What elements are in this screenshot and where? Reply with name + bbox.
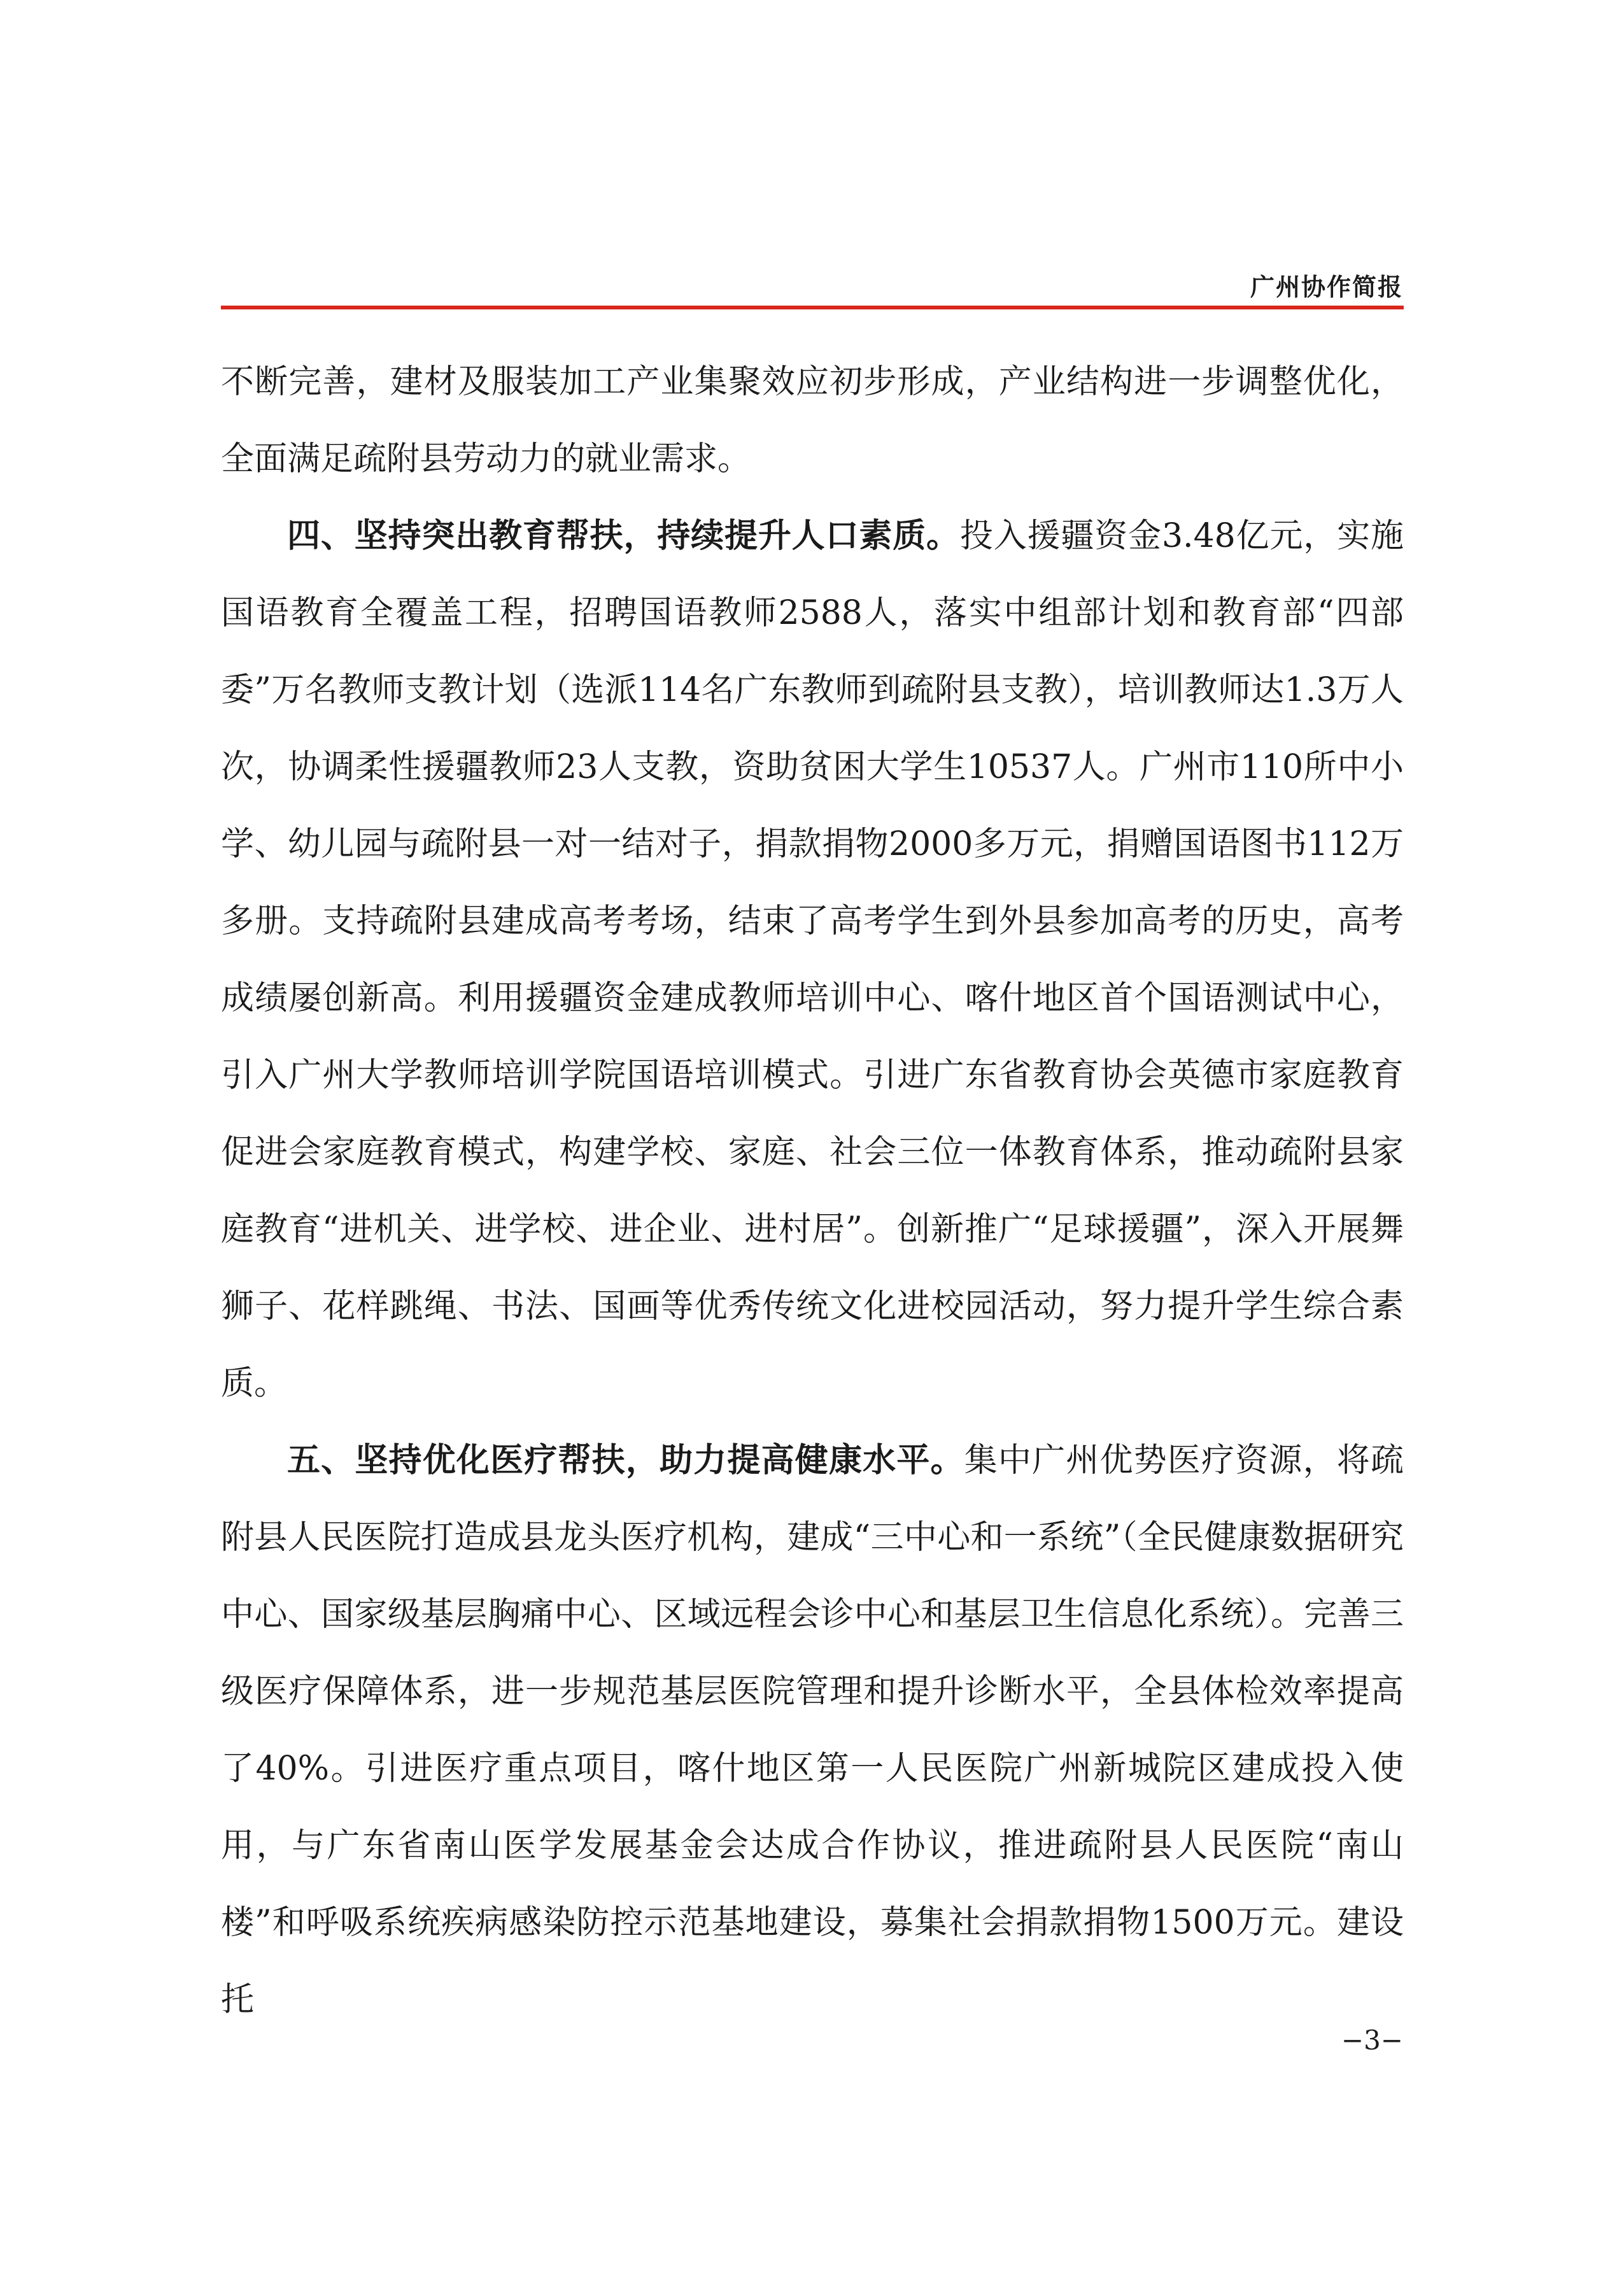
paragraph-text: 投入援疆资金3.48亿元，实施国语教育全覆盖工程，招聘国语教师2588人，落实中组部计划和教育部“四部委”万名教师支教计划（选派114名广东教师到疏附县支教），培训教师达1.3万人次，协调柔性援疆教师23人支教，资助贫困大学生10537人。广州市110所中小学、幼儿园与疏附县一对一结对子，捐款捐物2000多万元，捐赠国语图书112万多册。支持疏附县建成高考考场，结束了高考学生到外县参加高考的历史，高考成绩屡创新高。利用援疆资金建成教师培训中心、喀什地区首个国语测试中心，引入广州大学教师培训学院国语培训模式。引进广东省教育协会英德市家庭教育促进会家庭教育模式，构建学校、家庭、社会三位一体教育体系，推动疏附县家庭教育“进机关、进学校、进企业、进村居”。创新推广“足球援疆”，深入开展舞狮子、花样跳绳、书法、国画等优秀传统文化进校园活动，努力提升学生综合素质。 [221, 517, 1404, 1403]
paragraph-education [221, 498, 1404, 1422]
document-body [221, 344, 1404, 2039]
paragraph-heading-medical: 五、坚持优化医疗帮扶，助力提高健康水平。 [287, 1441, 964, 1480]
paragraph-heading-education: 四、坚持突出教育帮扶，持续提升人口素质。 [287, 517, 960, 555]
publication-title: 广州协作简报 [1250, 272, 1403, 301]
page-number: −3− [1341, 2025, 1403, 2056]
paragraph-medical [221, 1422, 1404, 2039]
paragraph-text: 集中广州优势医疗资源，将疏附县人民医院打造成县龙头医疗机构，建成“三中心和一系统”（全民健康数据研究中心、国家级基层胸痛中心、区域远程会诊中心和基层卫生信息化系统）。完善三级医疗保障体系，进一步规范基层医院管理和提升诊断水平，全县体检效率提高了40%。引进医疗重点项目，喀什地区第一人民医院广州新城院区建成投入使用，与广东省南山医学发展基金会达成合作协议，推进疏附县人民医院“南山楼”和呼吸系统疾病感染防控示范基地建设，募集社会捐款捐物1500万元。建设托 [221, 1441, 1404, 2019]
paragraph-continuation [221, 344, 1404, 498]
header-divider [221, 306, 1404, 309]
paragraph-text: 不断完善，建材及服装加工产业集聚效应初步形成，产业结构进一步调整优化，全面满足疏附县劳动力的就业需求。 [221, 363, 1404, 478]
